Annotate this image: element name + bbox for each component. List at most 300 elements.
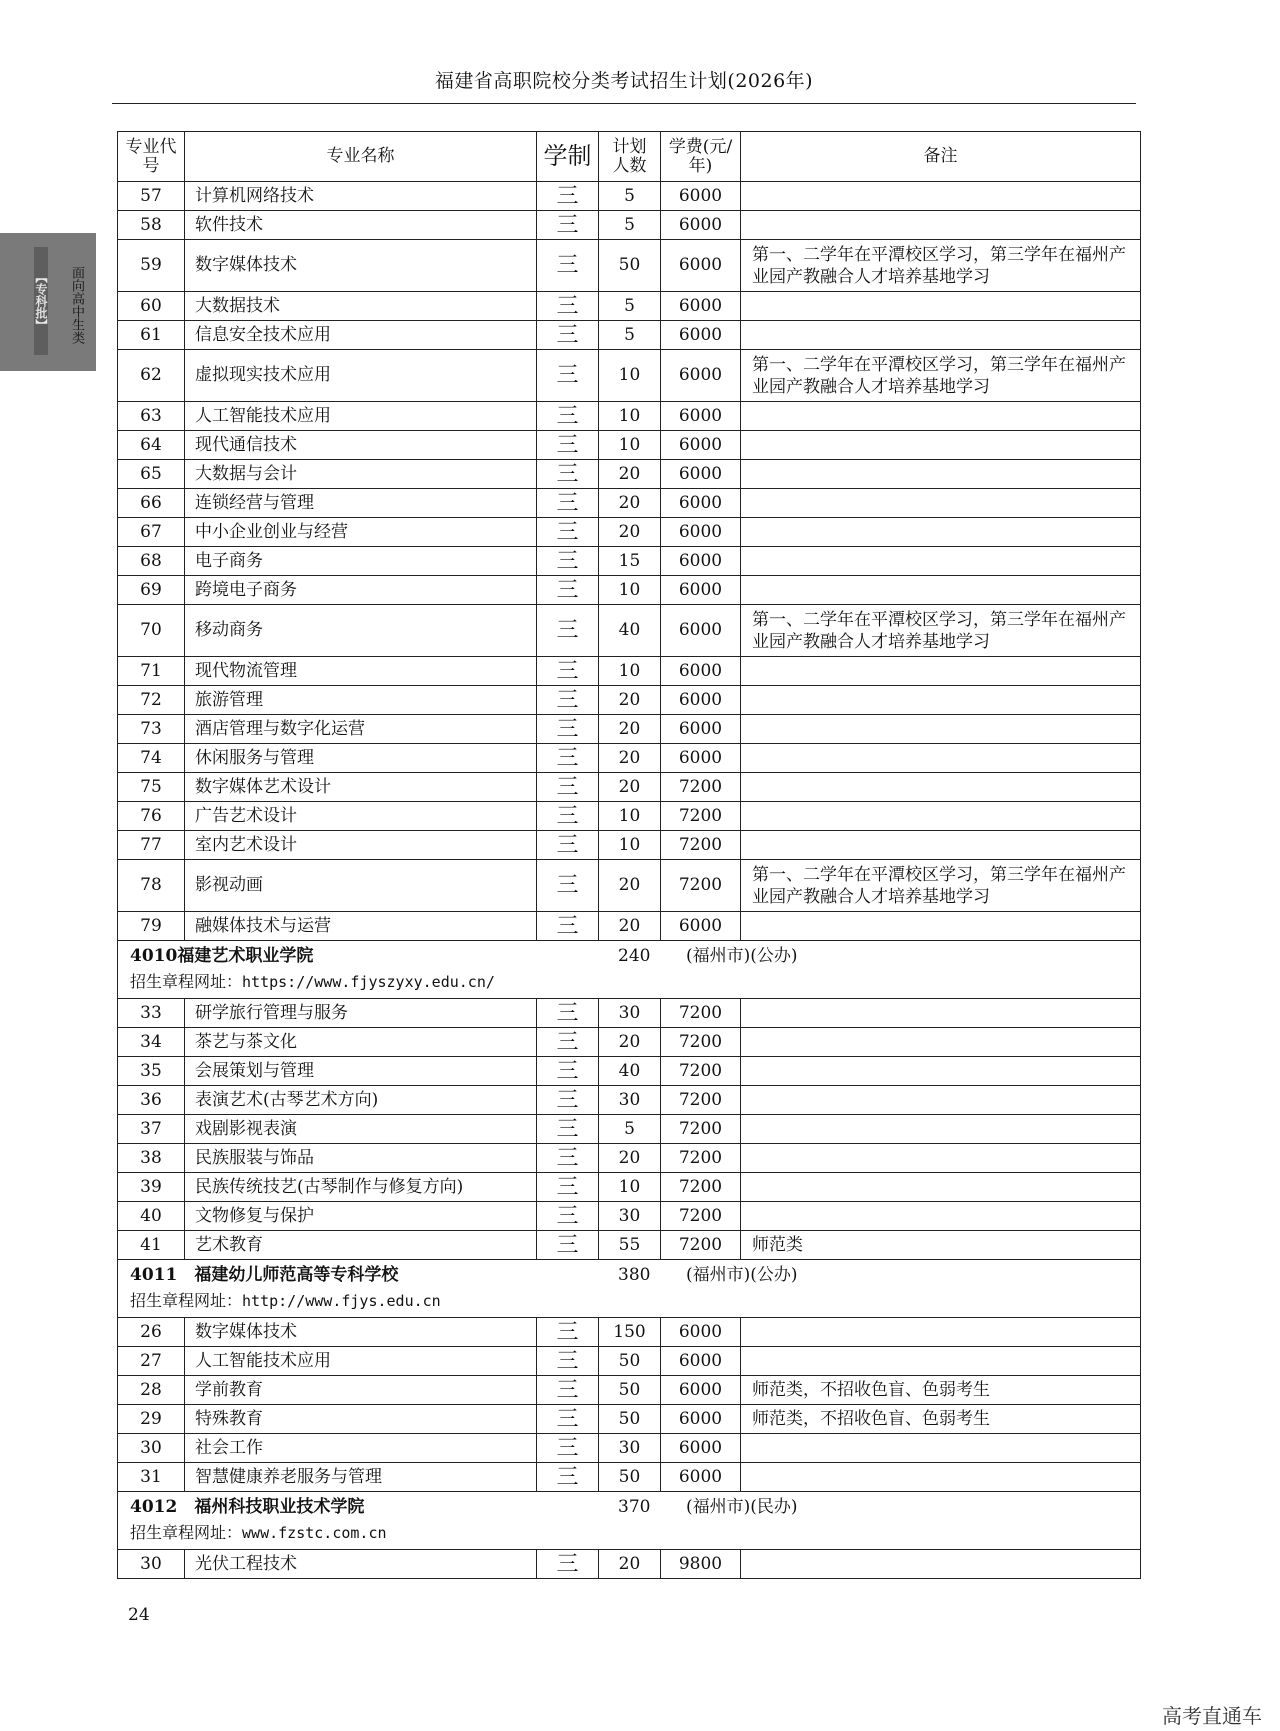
plan-quota: 5 (599, 1115, 661, 1144)
remark (741, 686, 1141, 715)
major-name: 旅游管理 (185, 686, 537, 715)
remark: 第一、二学年在平潭校区学习，第三学年在福州产业园产教融合人才培养基地学习 (741, 860, 1141, 912)
major-name: 人工智能技术应用 (185, 402, 537, 431)
major-name: 艺术教育 (185, 1231, 537, 1260)
table-row (118, 1463, 1141, 1492)
side-tab-category: 面向高中生类 (69, 266, 84, 344)
tuition-fee: 6000 (661, 431, 741, 460)
study-length: 三 (537, 292, 599, 321)
major-name: 数字媒体技术 (185, 240, 537, 292)
table-header-row (118, 132, 1141, 182)
plan-quota: 20 (599, 773, 661, 802)
remark (741, 292, 1141, 321)
tuition-fee: 7200 (661, 802, 741, 831)
plan-quota: 10 (599, 431, 661, 460)
remark (741, 1115, 1141, 1144)
plan-quota: 30 (599, 1202, 661, 1231)
table-row (118, 489, 1141, 518)
table-row (118, 240, 1141, 292)
remark (741, 831, 1141, 860)
plan-quota: 30 (599, 1434, 661, 1463)
plan-quota: 50 (599, 240, 661, 292)
plan-quota: 20 (599, 1144, 661, 1173)
major-code: 65 (118, 460, 185, 489)
table-row (118, 1231, 1141, 1260)
tuition-fee: 6000 (661, 182, 741, 211)
remark (741, 1550, 1141, 1579)
tuition-fee: 6000 (661, 1405, 741, 1434)
table-row (118, 321, 1141, 350)
school-header-line (130, 1498, 1140, 1523)
study-length: 三 (537, 1231, 599, 1260)
plan-quota: 10 (599, 657, 661, 686)
table-row (118, 460, 1141, 489)
major-code: 76 (118, 802, 185, 831)
study-length: 三 (537, 1173, 599, 1202)
tuition-fee: 6000 (661, 1347, 741, 1376)
study-length: 三 (537, 1463, 599, 1492)
major-name: 人工智能技术应用 (185, 1347, 537, 1376)
header-name: 专业名称 (185, 132, 537, 182)
study-length: 三 (537, 605, 599, 657)
plan-quota: 5 (599, 292, 661, 321)
major-code: 69 (118, 576, 185, 605)
study-length: 三 (537, 657, 599, 686)
tuition-fee: 6000 (661, 547, 741, 576)
table-row (118, 1028, 1141, 1057)
major-name: 中小企业创业与经营 (185, 518, 537, 547)
remark (741, 1057, 1141, 1086)
remark (741, 773, 1141, 802)
table-row (118, 1376, 1141, 1405)
table-row (118, 1115, 1141, 1144)
school-name: 4012 福州科技职业技术学院 (130, 1497, 365, 1517)
major-code: 78 (118, 860, 185, 912)
major-name: 连锁经营与管理 (185, 489, 537, 518)
plan-quota: 50 (599, 1405, 661, 1434)
major-code: 61 (118, 321, 185, 350)
remark (741, 912, 1141, 941)
study-length: 三 (537, 912, 599, 941)
remark: 第一、二学年在平潭校区学习，第三学年在福州产业园产教融合人才培养基地学习 (741, 605, 1141, 657)
major-name: 文物修复与保护 (185, 1202, 537, 1231)
major-code: 75 (118, 773, 185, 802)
major-code: 37 (118, 1115, 185, 1144)
tuition-fee: 7200 (661, 1231, 741, 1260)
table-row (118, 431, 1141, 460)
major-code: 70 (118, 605, 185, 657)
school-location: (福州市)(民办) (686, 1497, 798, 1517)
plan-quota: 50 (599, 1463, 661, 1492)
study-length: 三 (537, 1028, 599, 1057)
plan-quota: 40 (599, 605, 661, 657)
major-name: 电子商务 (185, 547, 537, 576)
remark (741, 744, 1141, 773)
major-name: 社会工作 (185, 1434, 537, 1463)
remark: 师范类，不招收色盲、色弱考生 (741, 1376, 1141, 1405)
school-quota: 380 (618, 1265, 651, 1285)
plan-quota: 50 (599, 1347, 661, 1376)
major-code: 41 (118, 1231, 185, 1260)
study-length: 三 (537, 831, 599, 860)
plan-quota: 10 (599, 1173, 661, 1202)
major-code: 58 (118, 211, 185, 240)
major-code: 28 (118, 1376, 185, 1405)
remark (741, 489, 1141, 518)
remark (741, 1144, 1141, 1173)
tuition-fee: 7200 (661, 860, 741, 912)
major-name: 民族传统技艺(古琴制作与修复方向) (185, 1173, 537, 1202)
plan-quota: 5 (599, 321, 661, 350)
major-code: 60 (118, 292, 185, 321)
school-url: http://www.fjys.edu.cn (242, 1292, 441, 1310)
major-name: 戏剧影视表演 (185, 1115, 537, 1144)
plan-quota: 20 (599, 686, 661, 715)
remark (741, 1318, 1141, 1347)
major-name: 大数据技术 (185, 292, 537, 321)
tuition-fee: 7200 (661, 999, 741, 1028)
tuition-fee: 6000 (661, 489, 741, 518)
major-name: 数字媒体技术 (185, 1318, 537, 1347)
remark (741, 460, 1141, 489)
plan-quota: 30 (599, 999, 661, 1028)
tuition-fee: 7200 (661, 1144, 741, 1173)
remark (741, 657, 1141, 686)
study-length: 三 (537, 1376, 599, 1405)
major-code: 73 (118, 715, 185, 744)
plan-quota: 20 (599, 460, 661, 489)
header-fee: 学费(元/年) (661, 132, 741, 182)
study-length: 三 (537, 1144, 599, 1173)
major-name: 跨境电子商务 (185, 576, 537, 605)
title-rule (112, 103, 1136, 104)
remark (741, 431, 1141, 460)
side-tab-batch: 【专科批】 (34, 247, 48, 355)
major-name: 影视动画 (185, 860, 537, 912)
major-code: 39 (118, 1173, 185, 1202)
major-name: 民族服装与饰品 (185, 1144, 537, 1173)
major-name: 智慧健康养老服务与管理 (185, 1463, 537, 1492)
header-code: 专业代号 (118, 132, 185, 182)
school-info-cell (118, 1260, 1141, 1318)
school-info-cell (118, 941, 1141, 999)
table-row (118, 1173, 1141, 1202)
school-url: https://www.fjyszyxy.edu.cn/ (242, 973, 495, 991)
school-row (118, 941, 1141, 999)
table-row (118, 292, 1141, 321)
page-number: 24 (128, 1605, 150, 1625)
remark (741, 999, 1141, 1028)
major-code: 30 (118, 1434, 185, 1463)
tuition-fee: 6000 (661, 518, 741, 547)
header-quota: 计划人数 (599, 132, 661, 182)
watermark: 高考直通车 (1162, 1704, 1262, 1728)
table-row (118, 1202, 1141, 1231)
table-row (118, 576, 1141, 605)
table-row (118, 1318, 1141, 1347)
plan-quota: 5 (599, 182, 661, 211)
remark (741, 1434, 1141, 1463)
study-length: 三 (537, 802, 599, 831)
study-length: 三 (537, 686, 599, 715)
major-name: 特殊教育 (185, 1405, 537, 1434)
table-row (118, 773, 1141, 802)
tuition-fee: 7200 (661, 773, 741, 802)
plan-quota: 10 (599, 350, 661, 402)
remark (741, 518, 1141, 547)
study-length: 三 (537, 860, 599, 912)
table-row (118, 182, 1141, 211)
remark (741, 211, 1141, 240)
major-code: 59 (118, 240, 185, 292)
major-code: 57 (118, 182, 185, 211)
major-code: 62 (118, 350, 185, 402)
tuition-fee: 6000 (661, 350, 741, 402)
table-row (118, 831, 1141, 860)
tuition-fee: 6000 (661, 240, 741, 292)
school-url-line (130, 972, 1140, 996)
plan-quota: 20 (599, 489, 661, 518)
major-code: 77 (118, 831, 185, 860)
tuition-fee: 6000 (661, 402, 741, 431)
table-row (118, 1405, 1141, 1434)
major-name: 酒店管理与数字化运营 (185, 715, 537, 744)
study-length: 三 (537, 547, 599, 576)
tuition-fee: 6000 (661, 686, 741, 715)
remark (741, 576, 1141, 605)
major-code: 31 (118, 1463, 185, 1492)
school-quota: 370 (618, 1497, 651, 1517)
major-name: 学前教育 (185, 1376, 537, 1405)
tuition-fee: 6000 (661, 1376, 741, 1405)
plan-quota: 20 (599, 518, 661, 547)
major-name: 计算机网络技术 (185, 182, 537, 211)
table-row (118, 860, 1141, 912)
remark (741, 1347, 1141, 1376)
plan-quota: 10 (599, 576, 661, 605)
tuition-fee: 7200 (661, 1057, 741, 1086)
tuition-fee: 9800 (661, 1550, 741, 1579)
remark (741, 1086, 1141, 1115)
major-name: 茶艺与茶文化 (185, 1028, 537, 1057)
plan-quota: 20 (599, 912, 661, 941)
major-code: 26 (118, 1318, 185, 1347)
study-length: 三 (537, 1318, 599, 1347)
major-code: 68 (118, 547, 185, 576)
major-code: 40 (118, 1202, 185, 1231)
table-row (118, 1434, 1141, 1463)
remark (741, 1463, 1141, 1492)
tuition-fee: 7200 (661, 1086, 741, 1115)
study-length: 三 (537, 999, 599, 1028)
major-name: 光伏工程技术 (185, 1550, 537, 1579)
school-row (118, 1260, 1141, 1318)
table-row (118, 1086, 1141, 1115)
school-url-label: 招生章程网址： (130, 1291, 243, 1310)
table-row (118, 547, 1141, 576)
tuition-fee: 7200 (661, 1028, 741, 1057)
tuition-fee: 6000 (661, 321, 741, 350)
school-name: 4011 福建幼儿师范高等专科学校 (130, 1265, 399, 1285)
school-info-cell (118, 1492, 1141, 1550)
major-code: 30 (118, 1550, 185, 1579)
tuition-fee: 6000 (661, 211, 741, 240)
study-length: 三 (537, 1115, 599, 1144)
study-length: 三 (537, 773, 599, 802)
tuition-fee: 7200 (661, 1202, 741, 1231)
major-code: 29 (118, 1405, 185, 1434)
major-name: 表演艺术(古琴艺术方向) (185, 1086, 537, 1115)
school-url: www.fzstc.com.cn (242, 1524, 387, 1542)
table-row (118, 518, 1141, 547)
study-length: 三 (537, 182, 599, 211)
school-header-line (130, 947, 1140, 972)
remark: 第一、二学年在平潭校区学习，第三学年在福州产业园产教融合人才培养基地学习 (741, 240, 1141, 292)
table-row (118, 350, 1141, 402)
study-length: 三 (537, 1086, 599, 1115)
tuition-fee: 6000 (661, 605, 741, 657)
table-row (118, 802, 1141, 831)
major-code: 74 (118, 744, 185, 773)
tuition-fee: 7200 (661, 1115, 741, 1144)
tuition-fee: 6000 (661, 1318, 741, 1347)
major-code: 35 (118, 1057, 185, 1086)
major-name: 软件技术 (185, 211, 537, 240)
study-length: 三 (537, 460, 599, 489)
plan-quota: 20 (599, 860, 661, 912)
table-row (118, 715, 1141, 744)
major-code: 34 (118, 1028, 185, 1057)
major-code: 38 (118, 1144, 185, 1173)
tuition-fee: 6000 (661, 576, 741, 605)
school-url-label: 招生章程网址： (130, 972, 243, 991)
study-length: 三 (537, 350, 599, 402)
study-length: 三 (537, 431, 599, 460)
major-name: 现代通信技术 (185, 431, 537, 460)
remark: 第一、二学年在平潭校区学习，第三学年在福州产业园产教融合人才培养基地学习 (741, 350, 1141, 402)
plan-quota: 20 (599, 1028, 661, 1057)
major-code: 66 (118, 489, 185, 518)
major-code: 64 (118, 431, 185, 460)
remark (741, 1028, 1141, 1057)
table-row (118, 912, 1141, 941)
major-name: 现代物流管理 (185, 657, 537, 686)
major-name: 研学旅行管理与服务 (185, 999, 537, 1028)
remark (741, 1173, 1141, 1202)
school-url-line (130, 1291, 1140, 1315)
remark (741, 715, 1141, 744)
remark (741, 182, 1141, 211)
study-length: 三 (537, 1057, 599, 1086)
study-length: 三 (537, 1347, 599, 1376)
school-row (118, 1492, 1141, 1550)
major-name: 数字媒体艺术设计 (185, 773, 537, 802)
school-location: (福州市)(公办) (686, 1265, 798, 1285)
enrollment-plan-table (117, 131, 1141, 1579)
table-row (118, 1057, 1141, 1086)
table-row (118, 999, 1141, 1028)
plan-quota: 150 (599, 1318, 661, 1347)
plan-quota: 55 (599, 1231, 661, 1260)
plan-quota: 50 (599, 1376, 661, 1405)
study-length: 三 (537, 576, 599, 605)
table-row (118, 1550, 1141, 1579)
major-name: 移动商务 (185, 605, 537, 657)
header-length: 学制 (537, 132, 599, 182)
table-row (118, 211, 1141, 240)
major-name: 大数据与会计 (185, 460, 537, 489)
major-name: 休闲服务与管理 (185, 744, 537, 773)
tuition-fee: 7200 (661, 1173, 741, 1202)
remark (741, 1202, 1141, 1231)
plan-quota: 20 (599, 1550, 661, 1579)
study-length: 三 (537, 489, 599, 518)
table-row (118, 1144, 1141, 1173)
tuition-fee: 6000 (661, 460, 741, 489)
major-name: 会展策划与管理 (185, 1057, 537, 1086)
tuition-fee: 7200 (661, 831, 741, 860)
remark (741, 547, 1141, 576)
tuition-fee: 6000 (661, 744, 741, 773)
study-length: 三 (537, 211, 599, 240)
table-row (118, 657, 1141, 686)
major-code: 63 (118, 402, 185, 431)
study-length: 三 (537, 1550, 599, 1579)
remark: 师范类，不招收色盲、色弱考生 (741, 1405, 1141, 1434)
plan-quota: 20 (599, 715, 661, 744)
tuition-fee: 6000 (661, 292, 741, 321)
tuition-fee: 6000 (661, 1463, 741, 1492)
side-tab (0, 233, 96, 371)
plan-quota: 20 (599, 744, 661, 773)
major-code: 36 (118, 1086, 185, 1115)
major-name: 虚拟现实技术应用 (185, 350, 537, 402)
page-title: 福建省高职院校分类考试招生计划(2026年) (434, 70, 814, 92)
table-row (118, 686, 1141, 715)
major-name: 室内艺术设计 (185, 831, 537, 860)
tuition-fee: 6000 (661, 657, 741, 686)
study-length: 三 (537, 518, 599, 547)
tuition-fee: 6000 (661, 1434, 741, 1463)
major-code: 79 (118, 912, 185, 941)
major-code: 67 (118, 518, 185, 547)
school-name: 4010福建艺术职业学院 (130, 946, 314, 966)
major-code: 72 (118, 686, 185, 715)
remark (741, 321, 1141, 350)
table-row (118, 402, 1141, 431)
school-header-line (130, 1266, 1140, 1291)
remark (741, 402, 1141, 431)
study-length: 三 (537, 715, 599, 744)
plan-quota: 10 (599, 831, 661, 860)
plan-quota: 10 (599, 402, 661, 431)
plan-quota: 5 (599, 211, 661, 240)
header-note: 备注 (741, 132, 1141, 182)
study-length: 三 (537, 744, 599, 773)
table-row (118, 744, 1141, 773)
major-name: 广告艺术设计 (185, 802, 537, 831)
school-quota: 240 (618, 946, 651, 966)
plan-quota: 30 (599, 1086, 661, 1115)
study-length: 三 (537, 321, 599, 350)
tuition-fee: 6000 (661, 912, 741, 941)
plan-quota: 40 (599, 1057, 661, 1086)
study-length: 三 (537, 1405, 599, 1434)
remark (741, 802, 1141, 831)
major-code: 33 (118, 999, 185, 1028)
plan-quota: 10 (599, 802, 661, 831)
table-row (118, 1347, 1141, 1376)
